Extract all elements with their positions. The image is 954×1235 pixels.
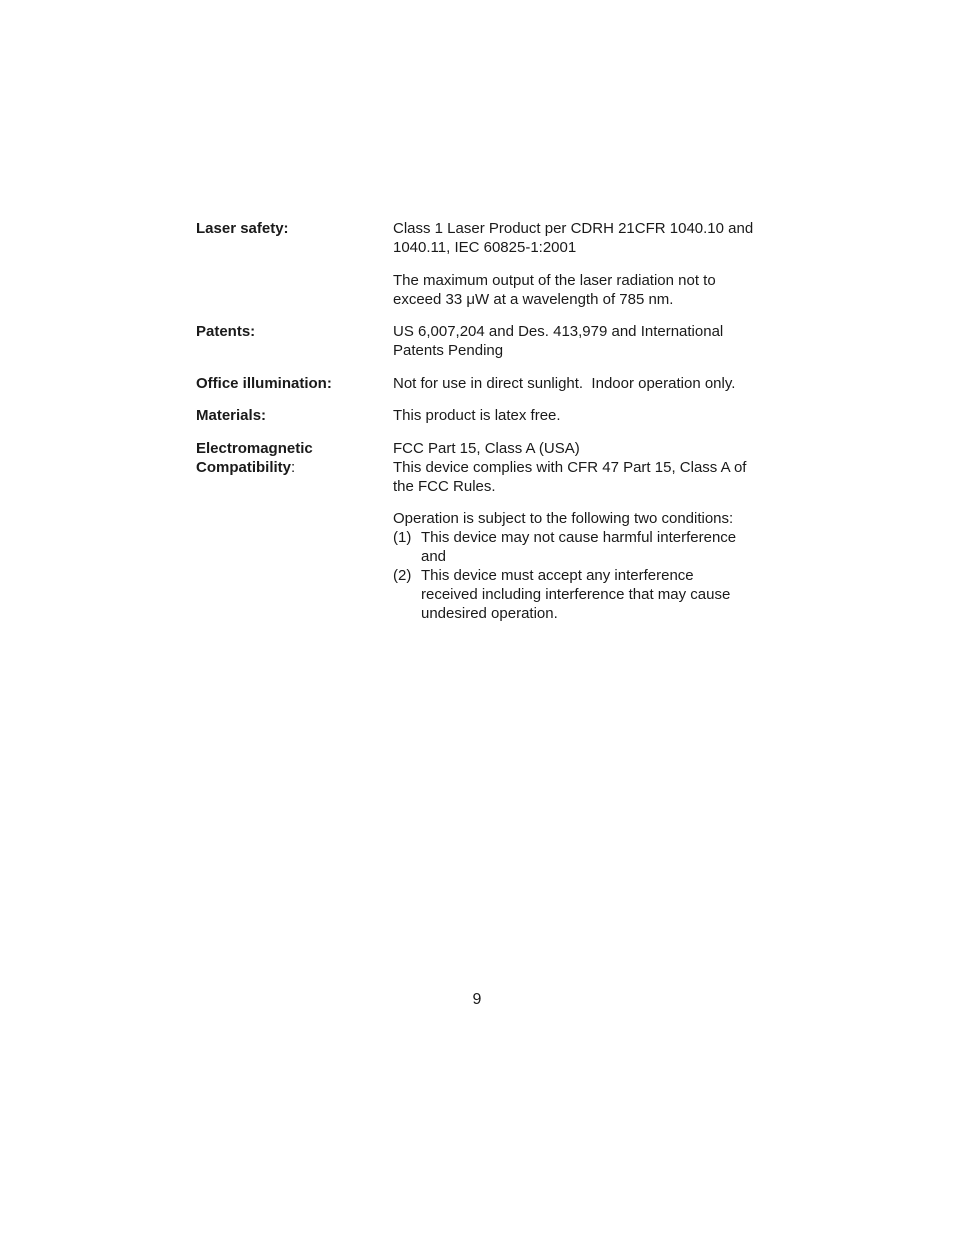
spec-label-emc [196, 439, 386, 477]
condition-item-2 [393, 566, 763, 623]
text-line: Patents Pending [393, 342, 504, 359]
spec-value-patents [393, 322, 763, 360]
text-line: This device complies with CFR 47 Part 15, Class A of [393, 459, 747, 476]
text-line: The maximum output of the laser radiation not to [393, 272, 716, 289]
text-line: exceed 33 μW at a wavelength of 785 nm. [393, 291, 674, 308]
spec-value-emc [393, 439, 763, 623]
text-line: US 6,007,204 and Des. 413,979 and International [393, 323, 724, 340]
text-line: received including interference that may cause [421, 586, 731, 603]
spec-label-patents: Patents: [196, 323, 256, 340]
text-line: This device may not cause harmful interference [421, 529, 737, 546]
label-line [196, 458, 386, 477]
spec-label-office-illumination: Office illumination: [196, 375, 332, 392]
text-line: Operation is subject to the following two conditions: [393, 510, 734, 527]
label-text: Compatibility [196, 459, 292, 476]
text-line: undesired operation. [421, 605, 558, 622]
text-line: Class 1 Laser Product per CDRH 21CFR 1040.10 and [393, 220, 754, 237]
text-line: 1040.11, IEC 60825-1:2001 [393, 239, 577, 256]
text-line: the FCC Rules. [393, 478, 496, 495]
text-line: and [421, 548, 447, 565]
text-line: FCC Part 15, Class A (USA) [393, 440, 580, 457]
condition-item-1 [393, 528, 763, 566]
label-line: Electromagnetic [196, 440, 313, 457]
spec-label-laser-safety: Laser safety: [196, 220, 289, 237]
label-colon: : [291, 459, 296, 476]
text-line: This device must accept any interference [421, 567, 694, 584]
spec-value-laser-safety [393, 219, 763, 309]
page-number: 9 [472, 991, 482, 1008]
text-line: This product is latex free. [393, 407, 561, 424]
condition-number: (1) [393, 529, 412, 546]
text-line: Not for use in direct sunlight. Indoor operation only. [393, 375, 736, 392]
spec-value-materials [393, 406, 763, 425]
condition-number: (2) [393, 567, 412, 584]
spec-label-materials: Materials: [196, 407, 267, 424]
spec-value-office-illumination [393, 374, 763, 393]
